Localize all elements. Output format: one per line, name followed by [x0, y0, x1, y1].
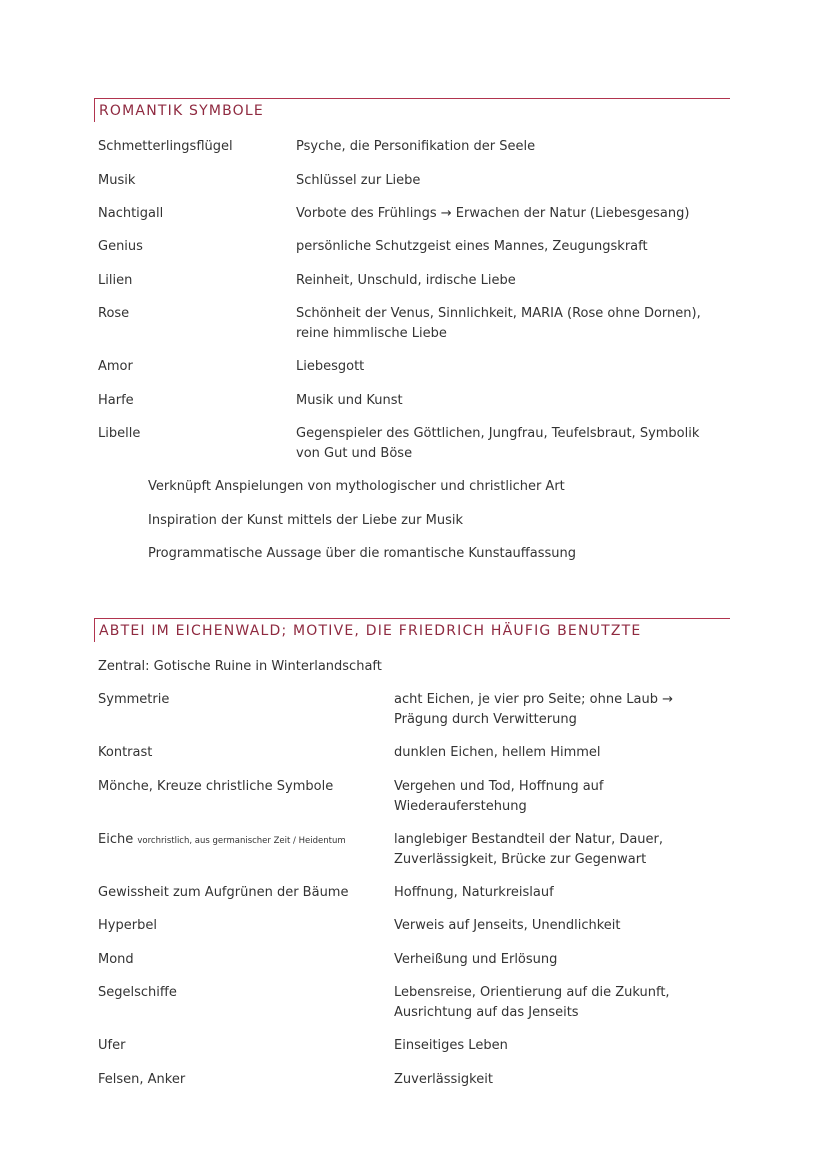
note-line: Programmatische Aussage über die romantische Kunstauffassung [148, 546, 576, 561]
term-annotation: vorchristlich, aus germanischer Zeit / Heidentum [137, 836, 346, 846]
definition-continued: Prägung durch Verwitterung [394, 712, 577, 727]
definition: Liebesgott [296, 359, 365, 374]
definition: Zuverlässigkeit [394, 1072, 493, 1087]
note-line: Verknüpft Anspielungen von mythologischer und christlicher Art [148, 479, 565, 494]
term: Mond [98, 952, 134, 967]
section-heading-romantik-symbole [94, 98, 730, 122]
term: Schmetterlingsflügel [98, 139, 233, 154]
definition: Lebensreise, Orientierung auf die Zukunft, [394, 985, 670, 1000]
definition: Schönheit der Venus, Sinnlichkeit, MARIA (Rose ohne Dornen), [296, 306, 701, 321]
term: Felsen, Anker [98, 1072, 186, 1087]
term: Symmetrie [98, 692, 170, 707]
term: Nachtigall [98, 206, 164, 221]
term: Mönche, Kreuze christliche Symbole [98, 779, 334, 794]
definition: acht Eichen, je vier pro Seite; ohne Laub → [394, 692, 673, 707]
term-main: Eiche [98, 832, 134, 847]
definition: Vergehen und Tod, Hoffnung auf [394, 779, 604, 794]
definition-continued: Wiederauferstehung [394, 799, 527, 814]
definition: Einseitiges Leben [394, 1038, 508, 1053]
term: Ufer [98, 1038, 126, 1053]
definition: Psyche, die Personifikation der Seele [296, 139, 536, 154]
term: Genius [98, 239, 143, 254]
definition: Schlüssel zur Liebe [296, 173, 421, 188]
definition: dunklen Eichen, hellem Himmel [394, 745, 601, 760]
term: Gewissheit zum Aufgrünen der Bäume [98, 885, 349, 900]
definition: Gegenspieler des Göttlichen, Jungfrau, Teufelsbraut, Symbolik [296, 426, 700, 441]
definition: Hoffnung, Naturkreislauf [394, 885, 554, 900]
term: Rose [98, 306, 130, 321]
definition: Vorbote des Frühlings → Erwachen der Natur (Liebesgesang) [296, 206, 690, 221]
term: Segelschiffe [98, 985, 177, 1000]
term: Musik [98, 173, 136, 188]
section-heading-text: ABTEI IM EICHENWALD; MOTIVE, DIE FRIEDRICH HÄUFIG BENUTZTE [99, 623, 642, 639]
term: Amor [98, 359, 133, 374]
definition: Musik und Kunst [296, 393, 403, 408]
term [98, 830, 346, 851]
intro-line: Zentral: Gotische Ruine in Winterlandschaft [98, 659, 382, 674]
term: Libelle [98, 426, 141, 441]
definition: persönliche Schutzgeist eines Mannes, Zeugungskraft [296, 239, 648, 254]
definition: Verheißung und Erlösung [394, 952, 558, 967]
section-heading-text: ROMANTIK SYMBOLE [99, 103, 264, 119]
term: Harfe [98, 393, 134, 408]
definition-continued: Ausrichtung auf das Jenseits [394, 1005, 579, 1020]
definition-continued: reine himmlische Liebe [296, 326, 447, 341]
term: Hyperbel [98, 918, 157, 933]
note-line: Inspiration der Kunst mittels der Liebe zur Musik [148, 513, 463, 528]
section-heading-abtei-im-eichenwald [94, 618, 730, 642]
definition-continued: Zuverlässigkeit, Brücke zur Gegenwart [394, 852, 647, 867]
term: Lilien [98, 273, 133, 288]
definition-continued: von Gut und Böse [296, 446, 413, 461]
term: Kontrast [98, 745, 153, 760]
definition: Verweis auf Jenseits, Unendlichkeit [394, 918, 621, 933]
definition: langlebiger Bestandteil der Natur, Dauer, [394, 832, 664, 847]
definition: Reinheit, Unschuld, irdische Liebe [296, 273, 516, 288]
